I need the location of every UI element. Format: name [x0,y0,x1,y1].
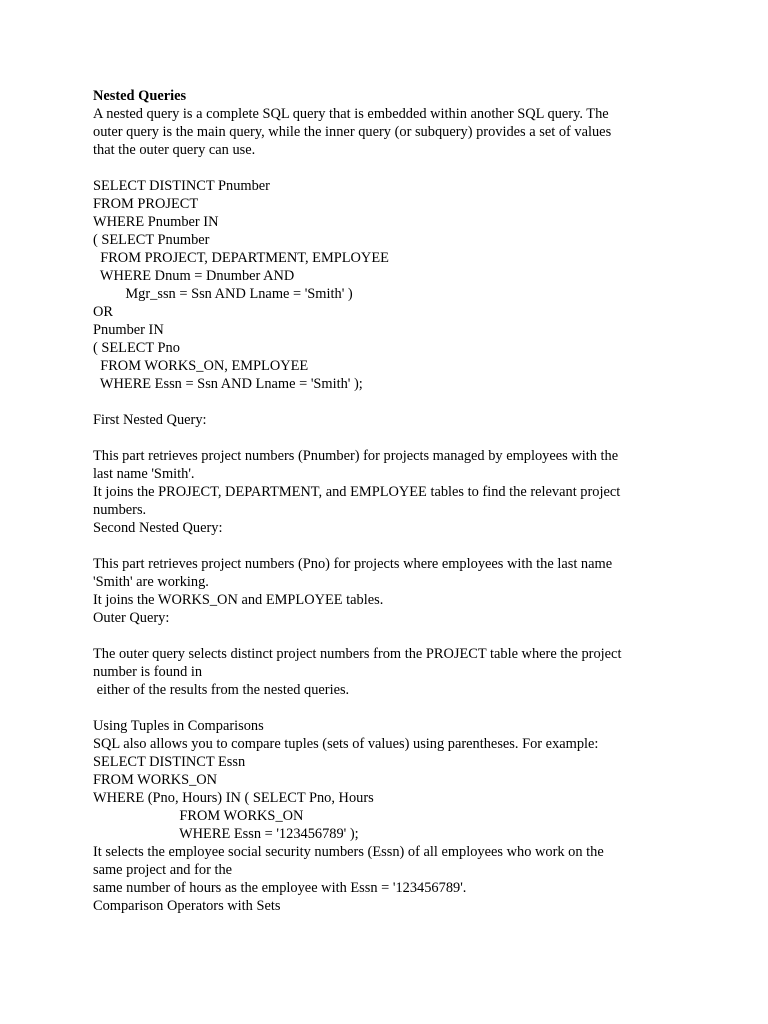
text-line: It selects the employee social security numbers (Essn) of all employees who work on the [93,844,604,860]
text-line: numbers. [93,502,147,518]
text-line: Outer Query: [93,610,170,626]
document-body [93,105,693,915]
blank-line [93,627,693,645]
text-line: It joins the WORKS_ON and EMPLOYEE tables. [93,592,384,608]
document-heading: Nested Queries [93,88,187,104]
blank-line [93,429,693,447]
blank-line [93,393,693,411]
text-line: FROM WORKS_ON, EMPLOYEE [93,358,309,374]
blank-line [93,537,693,555]
text-line: Using Tuples in Comparisons [93,718,264,734]
text-line: Second Nested Query: [93,520,223,536]
text-line: This part retrieves project numbers (Pno) for projects where employees with the last name [93,556,613,572]
text-line: It joins the PROJECT, DEPARTMENT, and EMPLOYEE tables to find the relevant project [93,484,621,500]
text-line: number is found in [93,664,203,680]
blank-line [93,699,693,717]
text-line: First Nested Query: [93,412,207,428]
text-line: A nested query is a complete SQL query that is embedded within another SQL query. The [93,106,609,122]
text-line: same project and for the [93,862,233,878]
text-line: FROM WORKS_ON [93,808,304,824]
text-line: ( SELECT Pno [93,340,180,356]
text-line: FROM PROJECT, DEPARTMENT, EMPLOYEE [93,250,389,266]
text-line: SQL also allows you to compare tuples (sets of values) using parentheses. For example: [93,736,599,752]
text-line: Comparison Operators with Sets [93,898,281,914]
text-line: WHERE Dnum = Dnumber AND [93,268,295,284]
text-line: This part retrieves project numbers (Pnumber) for projects managed by employees with the [93,448,619,464]
text-line: same number of hours as the employee with Essn = '123456789'. [93,880,467,896]
text-line: Mgr_ssn = Ssn AND Lname = 'Smith' ) [93,286,353,302]
text-line: that the outer query can use. [93,142,256,158]
document-page [93,87,693,915]
text-line: WHERE Pnumber IN [93,214,219,230]
text-line: WHERE (Pno, Hours) IN ( SELECT Pno, Hours [93,790,374,806]
text-line: last name 'Smith'. [93,466,195,482]
text-line: either of the results from the nested queries. [93,682,350,698]
text-line: ( SELECT Pnumber [93,232,210,248]
text-line: OR [93,304,113,320]
text-line: Pnumber IN [93,322,164,338]
text-line: The outer query selects distinct project numbers from the PROJECT table where the project [93,646,622,662]
text-line: WHERE Essn = Ssn AND Lname = 'Smith' ); [93,376,363,392]
text-line: WHERE Essn = '123456789' ); [93,826,359,842]
text-line: FROM PROJECT [93,196,199,212]
blank-line [93,159,693,177]
text-line: SELECT DISTINCT Pnumber [93,178,270,194]
text-line: SELECT DISTINCT Essn [93,754,246,770]
text-line: FROM WORKS_ON [93,772,218,788]
text-line: outer query is the main query, while the inner query (or subquery) provides a set of values [93,124,612,140]
text-line: 'Smith' are working. [93,574,209,590]
